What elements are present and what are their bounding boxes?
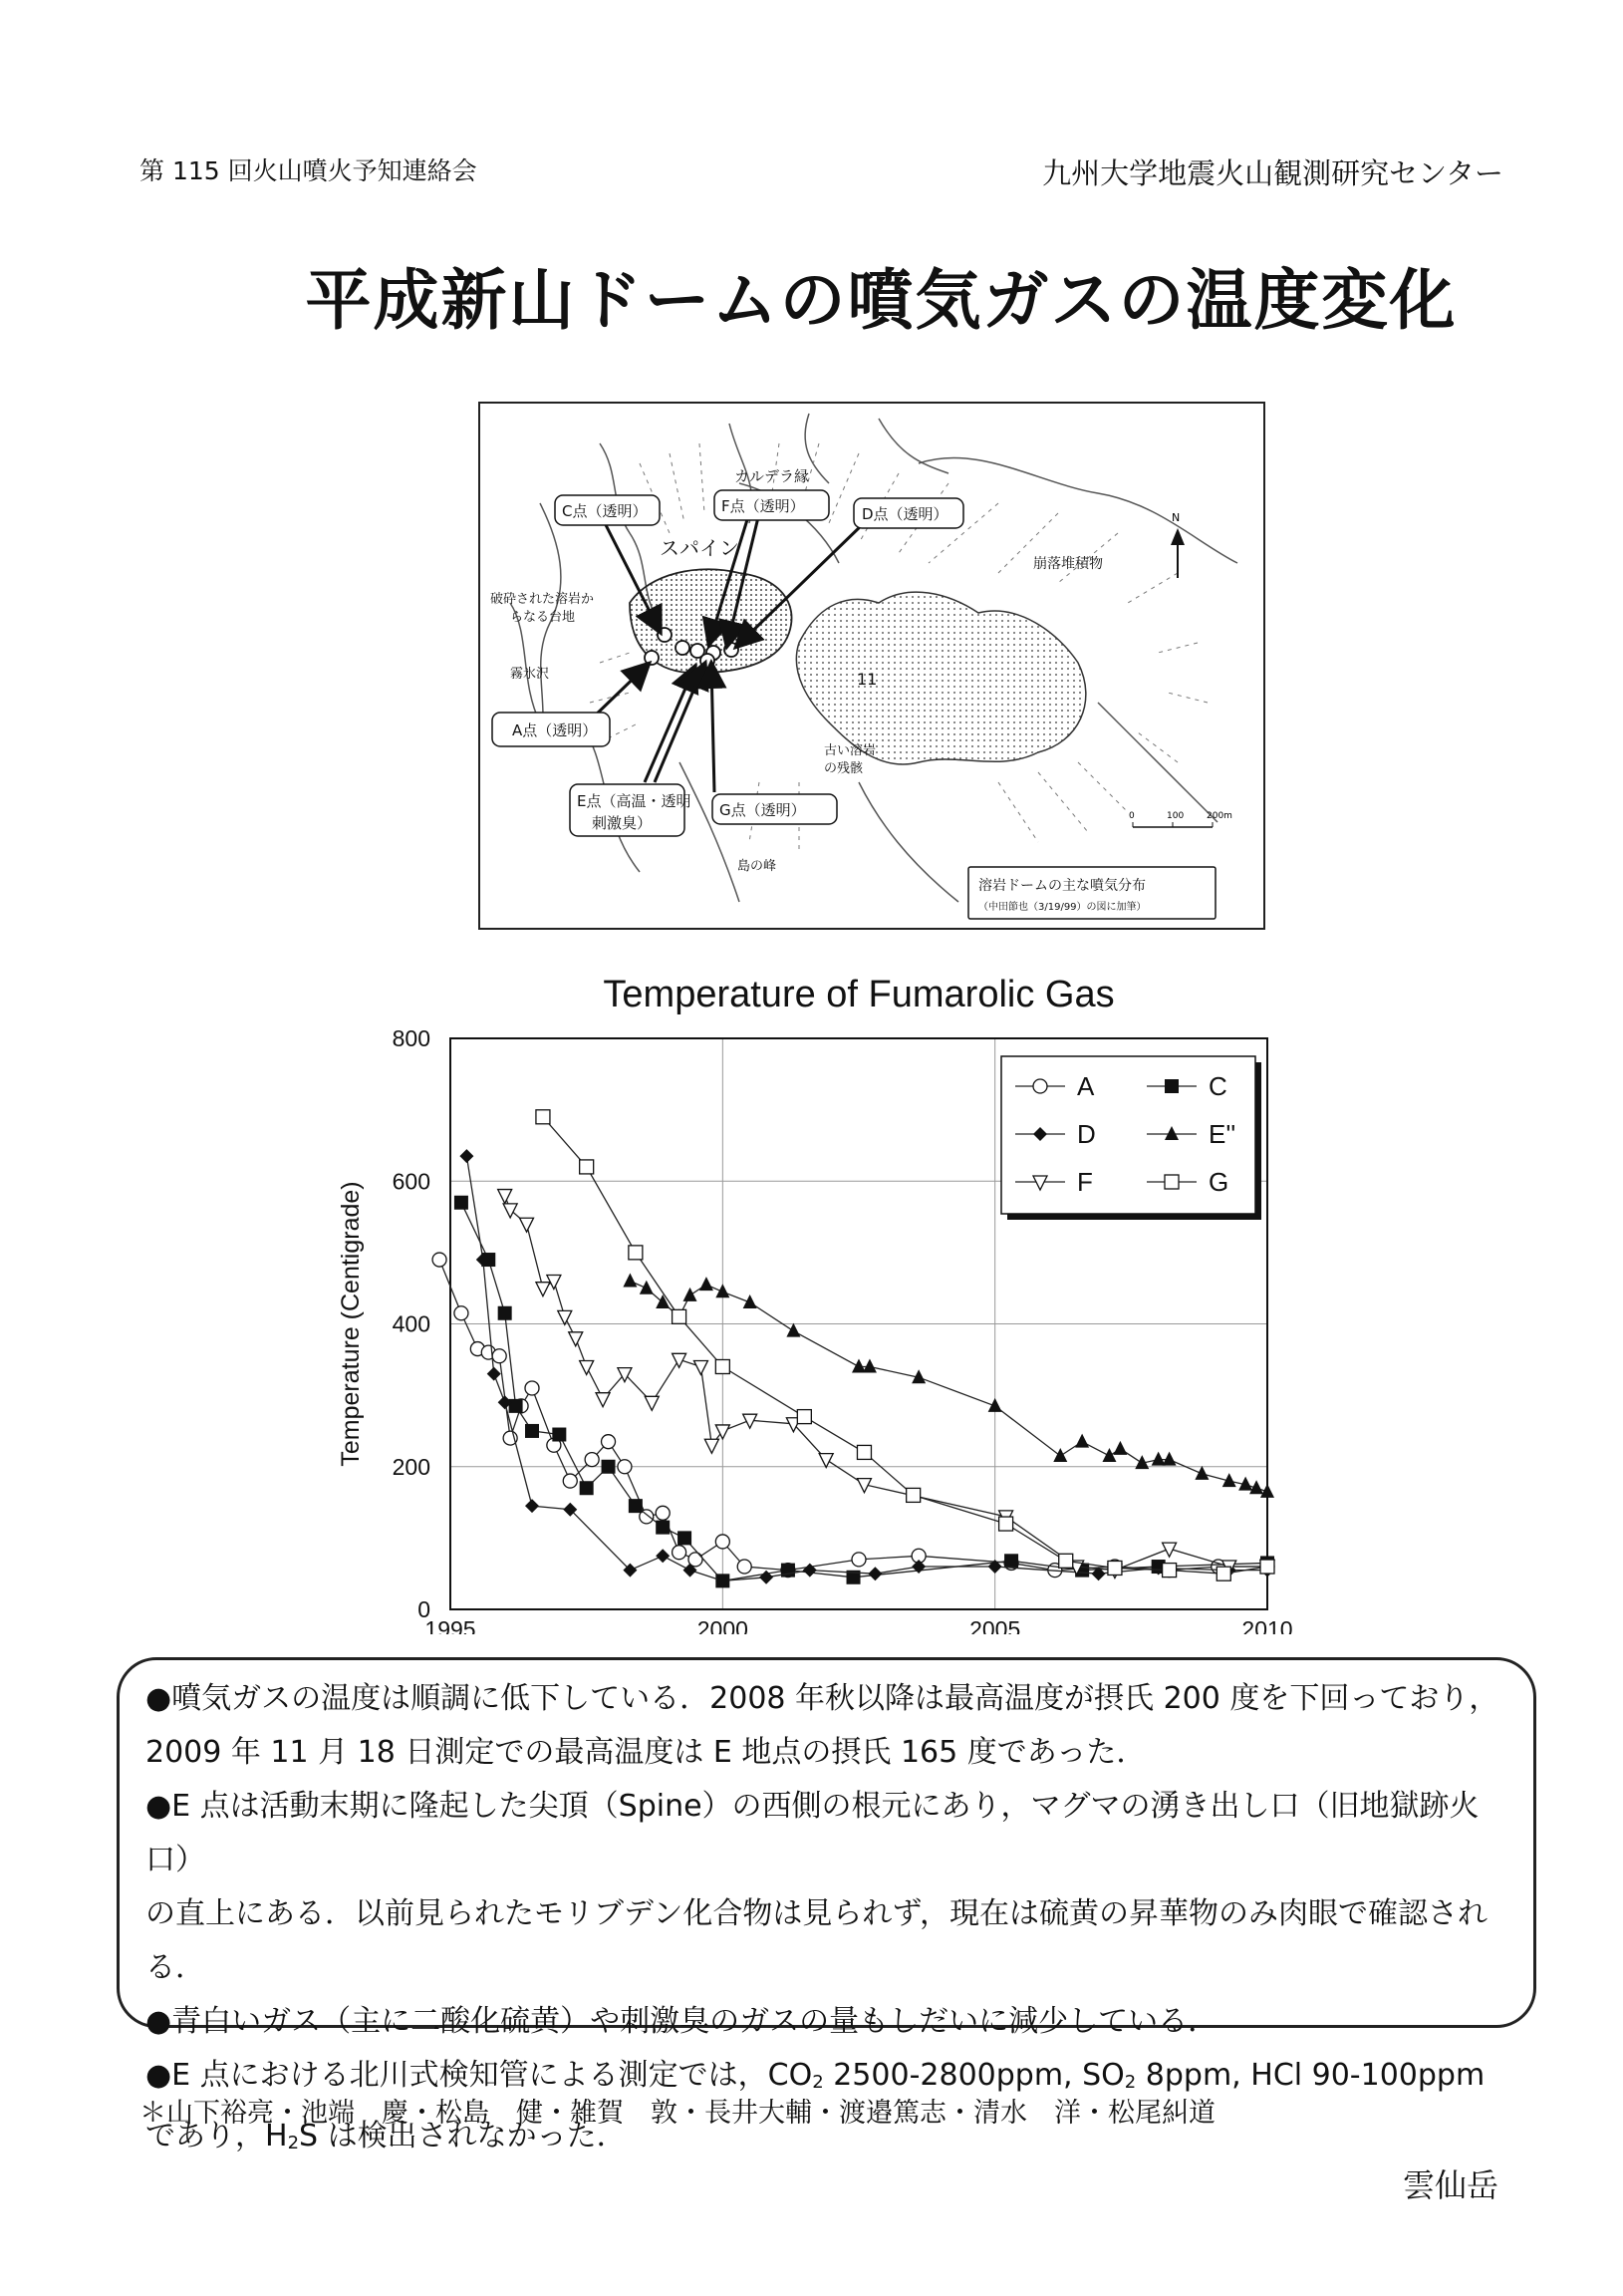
data-point [907,1488,921,1502]
fumarole-map [478,402,1265,930]
temperature-chart [319,957,1375,1634]
svg-text:200m: 200m [1207,811,1232,821]
data-point [1108,1561,1122,1575]
point-g-label: G点（透明） [719,801,806,819]
svg-text:N: N [1172,511,1181,524]
data-point [699,1277,713,1291]
location-label: 雲仙岳 [1402,2166,1498,2204]
data-point [656,1506,670,1520]
data-point [656,1521,670,1535]
data-point [803,1564,817,1578]
data-point [656,1294,670,1308]
lobe-number-label: 11 [857,670,878,689]
data-point [656,1549,670,1563]
note-line: ●E 点は活動末期に隆起した尖頂（Spine）の西側の根元にあり，マグマの湧き出し口（旧地獄跡火口） [145,1789,1480,1877]
legend-label: F [1077,1167,1093,1197]
data-point [536,1110,550,1124]
x-tick-label: 2010 [1241,1616,1293,1634]
note-line: ●噴気ガスの温度は順調に低下している．2008 年秋以降は最高温度が摂氏 200 度を下回っており， [145,1681,1499,1716]
y-tick-label: 0 [417,1596,430,1622]
legend-label: A [1077,1071,1095,1101]
data-point [1163,1452,1177,1466]
data-point [454,1196,468,1210]
data-point [640,1281,654,1294]
y-tick-label: 400 [392,1310,430,1337]
data-point [743,1294,757,1308]
data-point [988,1398,1002,1412]
data-point [525,1499,539,1513]
data-point [1053,1448,1067,1462]
data-point [999,1517,1013,1531]
data-point [786,1323,800,1337]
data-point [492,1349,506,1363]
kirihikawa-label: 霧氷沢 [510,667,550,682]
data-point [868,1567,882,1580]
data-point [618,1460,632,1474]
x-tick-label: 1995 [424,1616,476,1634]
data-point [673,1309,686,1323]
data-point [563,1474,577,1488]
data-point [715,1535,729,1549]
data-point [1152,1452,1166,1466]
data-point [1075,1434,1089,1448]
data-point [737,1560,751,1574]
data-point [863,1358,877,1372]
point-e-label-1: E点（高温・透明 [577,792,691,810]
north-arrow [1171,511,1185,578]
data-point [1217,1567,1230,1580]
data-point [852,1553,866,1567]
y-tick-label: 200 [392,1453,430,1480]
chart-title: Temperature of Fumarolic Gas [603,974,1115,1015]
page-title: 平成新山ドームの噴気ガスの温度変化 [305,262,1458,339]
legend-marker [1033,1079,1047,1093]
map-legend-credit: （中田節也（3/19/99）の図に加筆） [978,902,1147,913]
organization-header: 九州大学地震火山観測研究センター [1042,156,1503,190]
data-point [1004,1554,1018,1568]
legend-label: G [1209,1167,1229,1197]
data-point [852,1358,866,1372]
series-line-A [439,1260,1267,1571]
data-point [580,1481,594,1495]
legend-marker [1165,1175,1179,1189]
data-point [1260,1560,1274,1574]
data-point [536,1283,550,1296]
data-point [645,1396,659,1410]
point-c-label: C点（透明） [562,502,648,520]
data-point [503,1204,517,1218]
data-point [520,1218,534,1232]
data-point [715,1359,729,1373]
authors: ＊山下裕亮・池端 慶・松島 健・雑賀 敦・長井大輔・渡邉篤志・清水 洋・松尾糾道 [139,2098,1216,2129]
series-line-F [505,1196,1267,1571]
data-point [677,1531,691,1545]
data-point [693,1360,707,1374]
data-point [525,1424,539,1438]
point-f-label: F点（透明） [721,497,805,515]
data-point [432,1253,446,1267]
data-point [525,1381,539,1395]
data-point [580,1360,594,1374]
data-point [509,1399,523,1413]
x-tick-label: 2000 [696,1616,748,1634]
old-lava-label-2: の残骸 [824,761,864,776]
note-line: の直上にある．以前見られたモリブデン化合物は見られず，現在は硫黄の昇華物のみ肉眼で確認される． [145,1896,1488,1985]
series-line-C [461,1203,1267,1581]
data-point [558,1310,572,1324]
y-tick-label: 600 [392,1168,430,1195]
svg-text:100: 100 [1167,811,1185,821]
data-point [596,1393,610,1407]
legend-label: E'' [1209,1119,1236,1149]
data-point [498,1306,512,1320]
scale-bar [1129,811,1232,827]
data-point [797,1410,811,1424]
note-line-gas-measurement: ●E 点における北川式検知管による測定では，CO2 2500-2800ppm, SO2 8ppm, HCl 90-100ppm [145,2058,1486,2093]
map-legend-title: 溶岩ドームの主な噴気分布 [978,878,1146,894]
data-point [819,1454,833,1468]
legend-label: D [1077,1119,1096,1149]
data-point [1163,1564,1177,1578]
collapse-deposit-label: 崩落堆積物 [1033,556,1103,572]
data-point [580,1160,594,1174]
x-tick-label: 2005 [969,1616,1021,1634]
data-point [704,1439,718,1453]
svg-text:0: 0 [1129,811,1135,821]
shimanomine-label: 島の峰 [737,859,777,874]
data-point [459,1149,473,1163]
rubble-label-1: 破砕された溶岩か [490,592,595,607]
y-axis-label: Temperature (Centigrade) [337,1181,365,1467]
data-point [1059,1554,1073,1568]
note-line-h2s: であり，H2S は検出されなかった． [145,2119,627,2153]
caldera-rim-label: カルデラ縁 [734,467,810,485]
data-point [673,1546,686,1560]
data-point [569,1332,583,1346]
data-point [487,1367,501,1381]
legend-label: C [1209,1071,1227,1101]
data-point [454,1306,468,1320]
data-point [1195,1466,1209,1480]
data-point [552,1428,566,1442]
point-a-label: A点（透明） [512,721,598,739]
data-point [629,1499,643,1513]
legend-marker [1165,1079,1179,1093]
data-point [602,1435,616,1449]
note-line: ●青白いガス（主に二酸化硫黄）や刺激臭のガスの量もしだいに減少している． [145,2004,1218,2039]
data-point [683,1288,697,1301]
data-point [602,1460,616,1474]
spine-label: スパイン [660,536,739,560]
data-point [1102,1448,1116,1462]
data-point [629,1246,643,1260]
lobe-11 [796,592,1086,764]
data-point [1113,1441,1127,1455]
meeting-header: 第 115 回火山噴火予知連絡会 [139,156,477,185]
data-point [498,1190,512,1204]
point-d-label: D点（透明） [862,505,948,523]
data-point [857,1445,871,1459]
data-point [715,1284,729,1297]
data-point [623,1274,637,1288]
y-tick-label: 800 [392,1025,430,1051]
rubble-label-2: らなる台地 [510,610,576,625]
old-lava-label-1: 古い溶岩 [824,743,877,758]
note-line: 2009 年 11 月 18 日測定での最高温度は E 地点の摂氏 165 度であった． [145,1735,1147,1770]
data-point [585,1453,599,1467]
point-e-label-2: 刺激臭） [592,814,653,832]
